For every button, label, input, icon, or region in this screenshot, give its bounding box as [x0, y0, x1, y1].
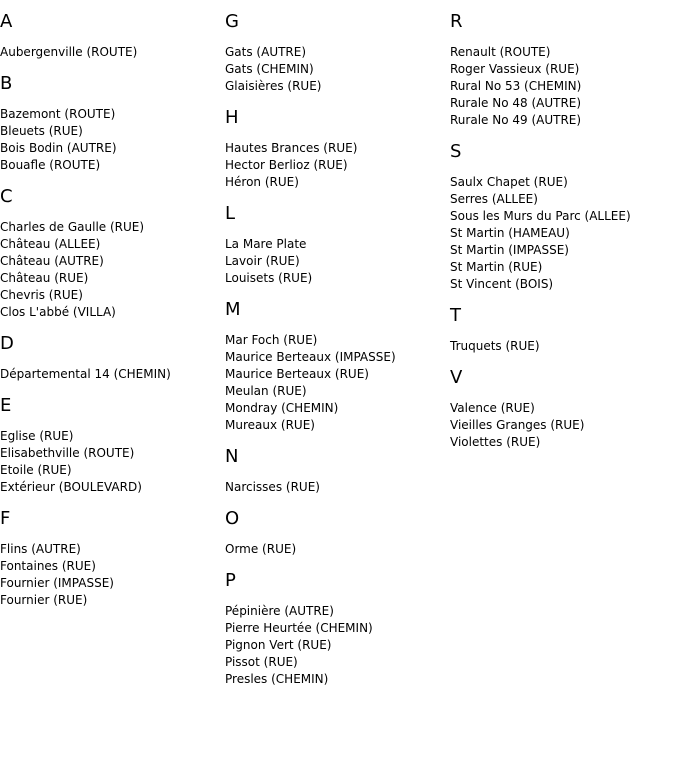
street-entry: Hector Berlioz (RUE) [225, 158, 348, 172]
street-entry: Bois Bodin (AUTRE) [0, 141, 117, 155]
street-entry: Lavoir (RUE) [225, 254, 300, 268]
letter-group [0, 74, 225, 174]
letter-group [0, 334, 225, 383]
street-entry: Bleuets (RUE) [0, 124, 83, 138]
letter-heading: D [0, 333, 14, 354]
street-entry: Flins (AUTRE) [0, 542, 81, 556]
street-entry: Clos L'abbé (VILLA) [0, 305, 116, 319]
letter-heading: V [450, 367, 463, 388]
letter-heading: A [0, 11, 13, 32]
street-index-column-3 [450, 0, 675, 451]
street-list [0, 106, 225, 174]
letter-heading: R [450, 11, 463, 32]
letter-group [225, 12, 450, 95]
letter-group [0, 396, 225, 496]
street-entry: Glaisières (RUE) [225, 79, 322, 93]
street-entry: Fontaines (RUE) [0, 559, 96, 573]
street-list [0, 44, 225, 61]
street-entry: Vieilles Granges (RUE) [450, 418, 585, 432]
street-entry: Pissot (RUE) [225, 655, 298, 669]
letter-heading: C [0, 186, 13, 207]
street-list [0, 428, 225, 496]
street-entry: Aubergenville (ROUTE) [0, 45, 138, 59]
letter-group [225, 204, 450, 287]
street-entry: Château (AUTRE) [0, 254, 104, 268]
letter-group [450, 306, 675, 355]
street-entry: Meulan (RUE) [225, 384, 307, 398]
street-entry: Etoile (RUE) [0, 463, 72, 477]
letter-heading: E [0, 395, 12, 416]
letter-group [450, 142, 675, 293]
street-entry: Roger Vassieux (RUE) [450, 62, 580, 76]
street-entry: Presles (CHEMIN) [225, 672, 329, 686]
street-entry: Chevris (RUE) [0, 288, 83, 302]
street-list [450, 44, 675, 129]
street-entry: St Martin (HAMEAU) [450, 226, 570, 240]
letter-group [225, 509, 450, 558]
street-entry: Fournier (RUE) [0, 593, 88, 607]
street-entry: Truquets (RUE) [450, 339, 540, 353]
street-list [225, 332, 450, 434]
street-entry: Rurale No 49 (AUTRE) [450, 113, 582, 127]
letter-group [450, 368, 675, 451]
letter-group [0, 187, 225, 321]
street-list [225, 479, 450, 496]
letter-group [0, 509, 225, 609]
street-entry: Orme (RUE) [225, 542, 297, 556]
street-list [0, 219, 225, 321]
street-entry: Maurice Berteaux (IMPASSE) [225, 350, 396, 364]
street-entry: Héron (RUE) [225, 175, 299, 189]
letter-heading: G [225, 11, 239, 32]
letter-group [450, 12, 675, 129]
street-entry: Eglise (RUE) [0, 429, 74, 443]
street-list [225, 140, 450, 191]
letter-heading: H [225, 107, 239, 128]
street-entry: Départemental 14 (CHEMIN) [0, 367, 171, 381]
street-entry: Renault (ROUTE) [450, 45, 551, 59]
street-entry: Pépinière (AUTRE) [225, 604, 334, 618]
street-entry: Mureaux (RUE) [225, 418, 315, 432]
street-entry: Maurice Berteaux (RUE) [225, 367, 369, 381]
street-entry: Violettes (RUE) [450, 435, 541, 449]
letter-heading: T [450, 305, 461, 326]
letter-group [0, 12, 225, 61]
street-entry: Saulx Chapet (RUE) [450, 175, 568, 189]
street-entry: Serres (ALLEE) [450, 192, 538, 206]
street-list [225, 541, 450, 558]
street-entry: Mar Foch (RUE) [225, 333, 318, 347]
street-entry: Valence (RUE) [450, 401, 535, 415]
street-entry: Gats (CHEMIN) [225, 62, 314, 76]
street-entry: Rural No 53 (CHEMIN) [450, 79, 582, 93]
street-entry: Château (RUE) [0, 271, 89, 285]
street-index-column-1 [0, 0, 225, 609]
street-entry: La Mare Plate [225, 237, 307, 251]
letter-heading: P [225, 570, 236, 591]
street-entry: Bazemont (ROUTE) [0, 107, 116, 121]
letter-group [225, 447, 450, 496]
street-entry: Fournier (IMPASSE) [0, 576, 114, 590]
street-list [0, 366, 225, 383]
street-list [225, 44, 450, 95]
letter-heading: B [0, 73, 13, 94]
street-list [0, 541, 225, 609]
street-entry: St Vincent (BOIS) [450, 277, 554, 291]
street-entry: Pignon Vert (RUE) [225, 638, 332, 652]
street-entry: Hautes Brances (RUE) [225, 141, 358, 155]
street-entry: Elisabethville (ROUTE) [0, 446, 135, 460]
street-list [225, 236, 450, 287]
letter-heading: O [225, 508, 240, 529]
street-entry: Charles de Gaulle (RUE) [0, 220, 145, 234]
street-entry: Extérieur (BOULEVARD) [0, 480, 142, 494]
letter-heading: L [225, 203, 236, 224]
street-entry: Rurale No 48 (AUTRE) [450, 96, 582, 110]
street-list [450, 338, 675, 355]
street-entry: Louisets (RUE) [225, 271, 313, 285]
letter-group [225, 571, 450, 688]
street-list [225, 603, 450, 688]
letter-heading: N [225, 446, 239, 467]
street-entry: Narcisses (RUE) [225, 480, 320, 494]
street-entry: Château (ALLEE) [0, 237, 101, 251]
street-entry: Mondray (CHEMIN) [225, 401, 339, 415]
letter-heading: F [0, 508, 11, 529]
letter-heading: M [225, 299, 241, 320]
street-entry: Pierre Heurtée (CHEMIN) [225, 621, 373, 635]
street-entry: St Martin (RUE) [450, 260, 543, 274]
street-entry: Gats (AUTRE) [225, 45, 307, 59]
street-entry: St Martin (IMPASSE) [450, 243, 569, 257]
street-entry: Bouafle (ROUTE) [0, 158, 101, 172]
street-entry: Sous les Murs du Parc (ALLEE) [450, 209, 631, 223]
street-list [450, 400, 675, 451]
street-index-column-2 [225, 0, 450, 688]
street-list [450, 174, 675, 293]
letter-group [225, 300, 450, 434]
letter-heading: S [450, 141, 462, 162]
letter-group [225, 108, 450, 191]
